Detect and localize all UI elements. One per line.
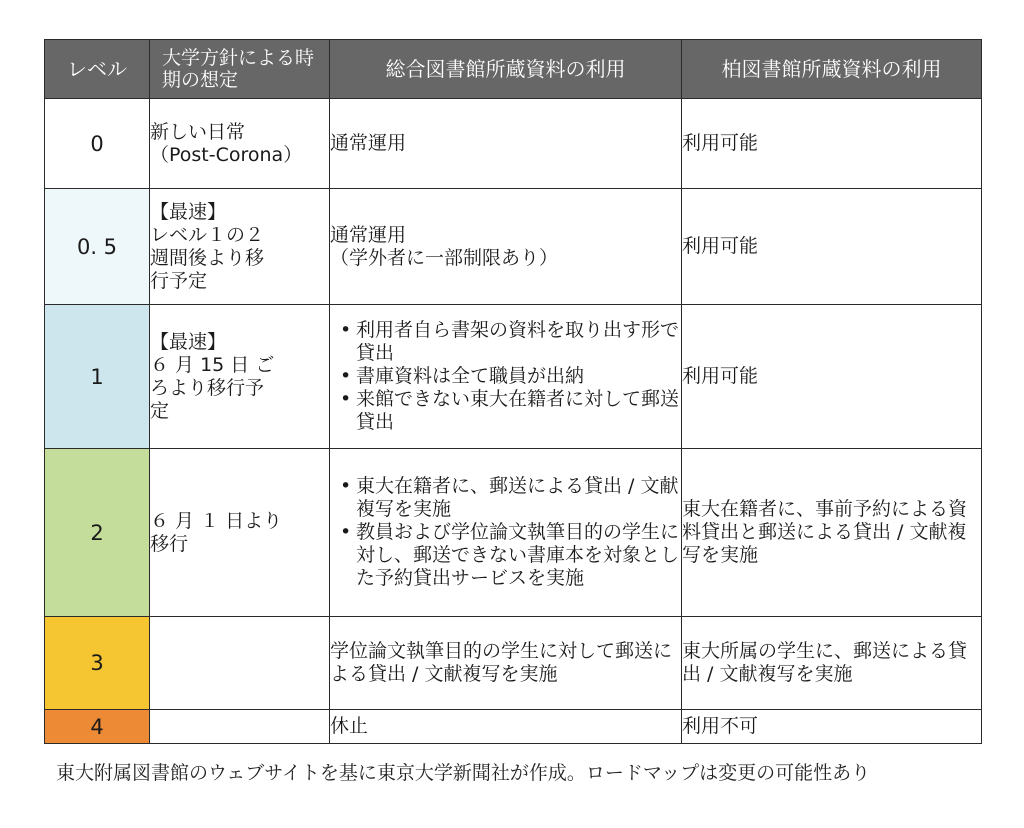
general-library-cell: 休止 xyxy=(330,710,682,744)
list-item: • 利用者自ら書架の資料を取り出す形で貸出 xyxy=(338,319,681,365)
header-general-library: 総合図書館所蔵資料の利用 xyxy=(330,40,682,99)
level-cell: 0. 5 xyxy=(45,189,150,305)
general-library-cell: 学位論文執筆目的の学生に対して郵送による貸出 / 文献複写を実施 xyxy=(330,617,682,710)
bullet-list xyxy=(330,475,681,590)
kashiwa-library-cell: 東大所属の学生に、郵送による貸出 / 文献複写を実施 xyxy=(682,617,982,710)
general-library-cell: 通常運用 xyxy=(330,99,682,189)
period-cell xyxy=(150,617,330,710)
kashiwa-library-cell: 利用不可 xyxy=(682,710,982,744)
kashiwa-library-cell: 利用可能 xyxy=(682,99,982,189)
level-cell: 1 xyxy=(45,305,150,449)
period-cell xyxy=(150,710,330,744)
library-roadmap-table xyxy=(44,39,982,744)
general-library-cell xyxy=(330,305,682,449)
list-item: • 来館できない東大在籍者に対して郵送貸出 xyxy=(338,388,681,434)
table-row-level-3 xyxy=(45,617,982,710)
general-library-cell xyxy=(330,449,682,617)
kashiwa-library-cell: 利用可能 xyxy=(682,189,982,305)
table-row-level-1 xyxy=(45,305,982,449)
level-cell: 0 xyxy=(45,99,150,189)
table-row-level-4 xyxy=(45,710,982,744)
header-period: 大学方針による時期の想定 xyxy=(150,40,330,99)
period-cell: 新しい日常 （Post-Corona） xyxy=(150,99,330,189)
general-library-cell: 通常運用 （学外者に一部制限あり） xyxy=(330,189,682,305)
list-item: • 教員および学位論文執筆目的の学生に対し、郵送できない書庫本を対象とした予約貸出サービスを実施 xyxy=(338,521,681,590)
source-caption: 東大附属図書館のウェブサイトを基に東京大学新聞社が作成。ロードマップは変更の可能性あり xyxy=(56,762,871,784)
period-cell: 【最速】 ６ 月 15 日 ご ろより移行予 定 xyxy=(150,305,330,449)
level-cell: 4 xyxy=(45,710,150,744)
list-item: • 東大在籍者に、郵送による貸出 / 文献複写を実施 xyxy=(338,475,681,521)
header-level: レベル xyxy=(45,40,150,99)
level-cell: 3 xyxy=(45,617,150,710)
period-cell: 【最速】 レベル１の２ 週間後より移 行予定 xyxy=(150,189,330,305)
table-header-row xyxy=(45,40,982,99)
header-kashiwa-library: 柏図書館所蔵資料の利用 xyxy=(682,40,982,99)
bullet-list xyxy=(330,319,681,434)
table-row-level-2 xyxy=(45,449,982,617)
kashiwa-library-cell: 東大在籍者に、事前予約による資料貸出と郵送による貸出 / 文献複写を実施 xyxy=(682,449,982,617)
kashiwa-library-cell: 利用可能 xyxy=(682,305,982,449)
table-row-level-0-5 xyxy=(45,189,982,305)
level-cell: 2 xyxy=(45,449,150,617)
list-item: • 書庫資料は全て職員が出納 xyxy=(338,365,681,388)
table-row-level-0 xyxy=(45,99,982,189)
period-cell: ６ 月 １ 日より 移行 xyxy=(150,449,330,617)
